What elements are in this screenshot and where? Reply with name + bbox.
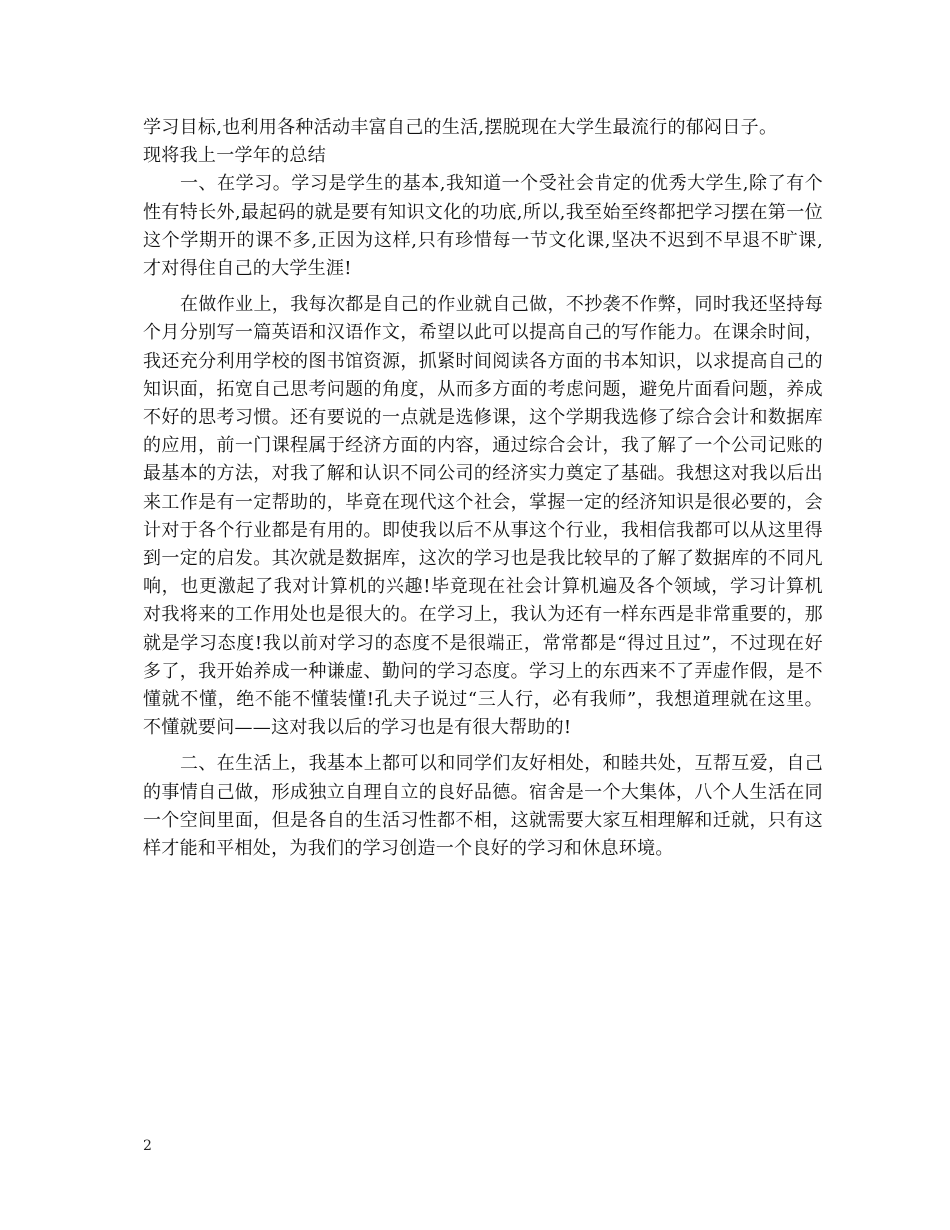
paragraph-homework: 在做作业上，我每次都是自己的作业就自己做，不抄袭不作弊，同时我还坚持每个月分别写一篇英语和汉语作文，希望以此可以提高自己的写作能力。在课余时间，我还充分利用学校的图书馆资源，抓紧时间阅读各方面的书本知识，以求提高自己的知识面，拓宽自己思考问题的角度，从而多方面的考虑问题，避免片面看问题，养成不好的思考习惯。还有要说的一点就是选修课，这个学期我选修了综合会计和数据库的应用，前一门课程属于经济方面的内容，通过综合会计，我了解了一个公司记账的最基本的方法，对我了解和认识不同公司的经济实力奠定了基础。我想这对我以后出来工作是有一定帮助的，毕竟在现代这个社会，掌握一定的经济知识是很必要的，会计对于各个行业都是有用的。即使我以后不从事这个行业，我相信我都可以从这里得到一定的启发。其次就是数据库，这次的学习也是我比较早的了解了数据库的不同凡响，也更激起了我对计算机的兴趣!毕竟现在社会计算机遍及各个领域，学习计算机对我将来的工作用处也是很大的。在学习上，我认为还有一样东西是非常重要的，那就是学习态度!我以前对学习的态度不是很端正，常常都是“得过且过”，不过现在好多了，我开始养成一种谦虚、勤问的学习态度。学习上的东西来不了弄虚作假，是不懂就不懂，绝不能不懂装懂!孔夫子说过“三人行，必有我师”，我想道理就在这里。不懂就要问——这对我以后的学习也是有很大帮助的! [143,294,823,739]
paragraph-study-section: 一、在学习。学习是学生的基本,我知道一个受社会肯定的优秀大学生,除了有个性有特长外,最起码的就是要有知识文化的功底,所以,我至始至终都把学习摆在第一位这个学期开的课不多,正因为这样,只有珍惜每一节文化课,坚决不迟到不早退不旷课,才对得住自己的大学生涯! [143,173,823,280]
document-body [143,114,823,863]
paragraph-summary-lead: 现将我上一学年的总结 [143,145,326,167]
paragraph-life-section: 二、在生活上，我基本上都可以和同学们友好相处，和睦共处，互帮互爱，自己的事情自己做，形成独立自理自立的良好品德。宿舍是一个大集体，八个人生活在同一个空间里面，但是各自的生活习性都不相，这就需要大家互相理解和迁就，只有这样才能和平相处，为我们的学习创造一个良好的学习和休息环境。 [143,753,823,860]
paragraph-intro-continued: 学习目标,也利用各种活动丰富自己的生活,摆脱现在大学生最流行的郁闷日子。 [143,117,778,138]
page-number: 2 [143,1138,152,1154]
